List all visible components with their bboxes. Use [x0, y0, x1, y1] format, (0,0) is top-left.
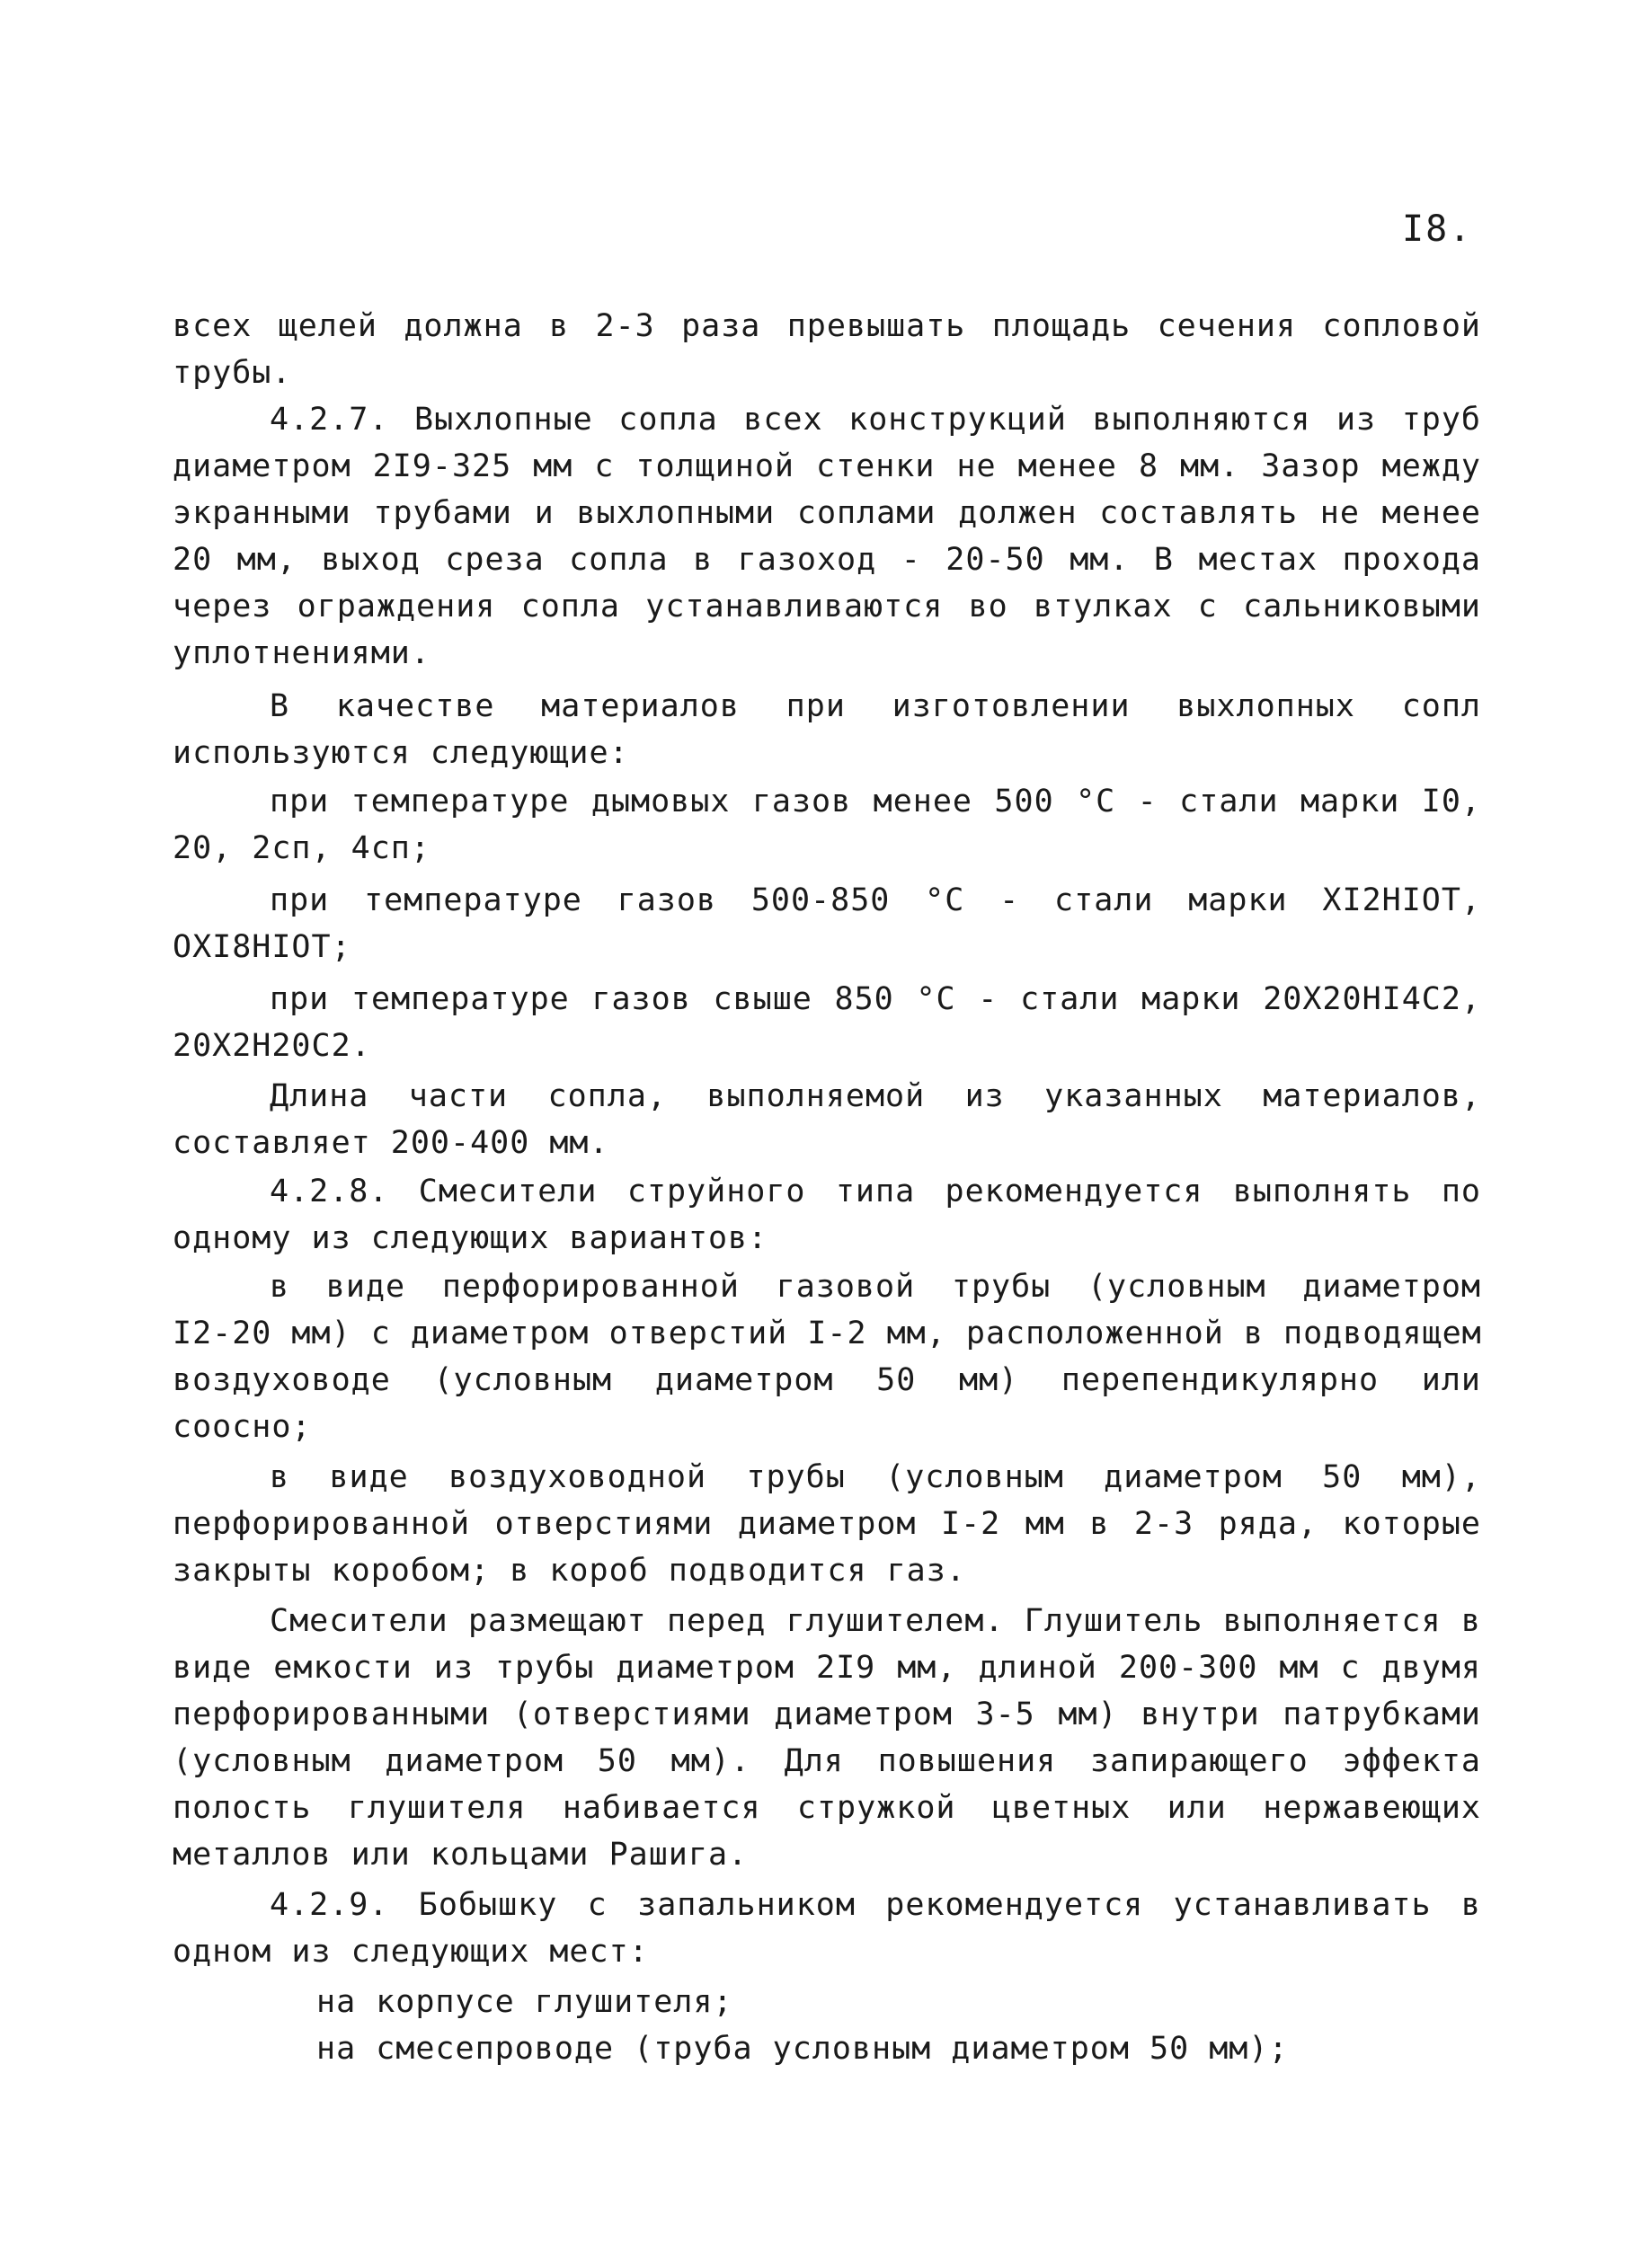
- text-line: Длина части сопла, выполняемой из указанных материалов,: [270, 1078, 1481, 1114]
- text-line: 4.2.9. Бобышку с запальником рекомендуется устанавливать в: [270, 1887, 1481, 1923]
- text-line: виде емкости из трубы диаметром 2I9 мм, длиной 200-300 мм с двумя: [173, 1650, 1481, 1686]
- text-line: металлов или кольцами Рашига.: [173, 1837, 749, 1873]
- text-line: OXI8HIOT;: [173, 929, 351, 965]
- text-line: составляет 200-400 мм.: [173, 1125, 609, 1161]
- text-line: 20 мм, выход среза сопла в газоход - 20-50 мм. В местах прохода: [173, 542, 1481, 578]
- text-line: перфорированными (отверстиями диаметром 3-5 мм) внутри патрубками: [173, 1697, 1481, 1732]
- text-line: закрыты коробом; в короб подводится газ.: [173, 1553, 966, 1589]
- text-line: соосно;: [173, 1409, 312, 1445]
- text-line: 20X2H20C2.: [173, 1028, 371, 1064]
- text-line: I2-20 мм) с диаметром отверстий I-2 мм, расположенной в подводящем: [173, 1316, 1482, 1351]
- text-line: всех щелей должна в 2-3 раза превышать площадь сечения сопловой: [173, 308, 1481, 344]
- text-line: 20, 2сп, 4сп;: [173, 830, 431, 866]
- text-line: одному из следующих вариантов:: [173, 1220, 768, 1256]
- text-line: на корпусе глушителя;: [316, 1984, 733, 2020]
- text-line: при температуре дымовых газов менее 500 °С - стали марки I0,: [270, 784, 1481, 819]
- text-line: в виде воздуховодной трубы (условным диаметром 50 мм),: [270, 1459, 1481, 1495]
- text-line: трубы.: [173, 355, 292, 391]
- text-line: перфорированной отверстиями диаметром I-2 мм в 2-3 ряда, которые: [173, 1506, 1481, 1542]
- text-line: диаметром 2I9-325 мм с толщиной стенки не менее 8 мм. Зазор между: [173, 448, 1481, 484]
- text-line: 4.2.7. Выхлопные сопла всех конструкций выполняются из труб: [270, 402, 1481, 438]
- text-line: на смесепроводе (труба условным диаметром 50 мм);: [316, 2031, 1289, 2067]
- text-line: одном из следующих мест:: [173, 1934, 649, 1970]
- text-line: используются следующие:: [173, 735, 629, 771]
- text-line: в виде перфорированной газовой трубы (условным диаметром: [270, 1269, 1481, 1305]
- text-line: через ограждения сопла устанавливаются во втулках с сальниковыми: [173, 589, 1481, 625]
- text-line: уплотнениями.: [173, 635, 431, 671]
- page-number: I8.: [1402, 208, 1473, 250]
- text-line: В качестве материалов при изготовлении выхлопных сопл: [270, 688, 1481, 724]
- text-line: 4.2.8. Смесители струйного типа рекомендуется выполнять по: [270, 1174, 1481, 1209]
- text-line: полость глушителя набивается стружкой цветных или нержавеющих: [173, 1790, 1481, 1826]
- text-line: экранными трубами и выхлопными соплами должен составлять не менее: [173, 495, 1481, 531]
- text-line: воздуховоде (условным диаметром 50 мм) перепендикулярно или: [173, 1362, 1481, 1398]
- text-line: (условным диаметром 50 мм). Для повышения запирающего эффекта: [173, 1743, 1481, 1779]
- text-line: Смесители размещают перед глушителем. Глушитель выполняется в: [270, 1603, 1481, 1639]
- text-line: при температуре газов свыше 850 °С - стали марки 20X20HI4C2,: [270, 981, 1481, 1017]
- text-line: при температуре газов 500-850 °С - стали марки XI2HIOT,: [270, 882, 1481, 918]
